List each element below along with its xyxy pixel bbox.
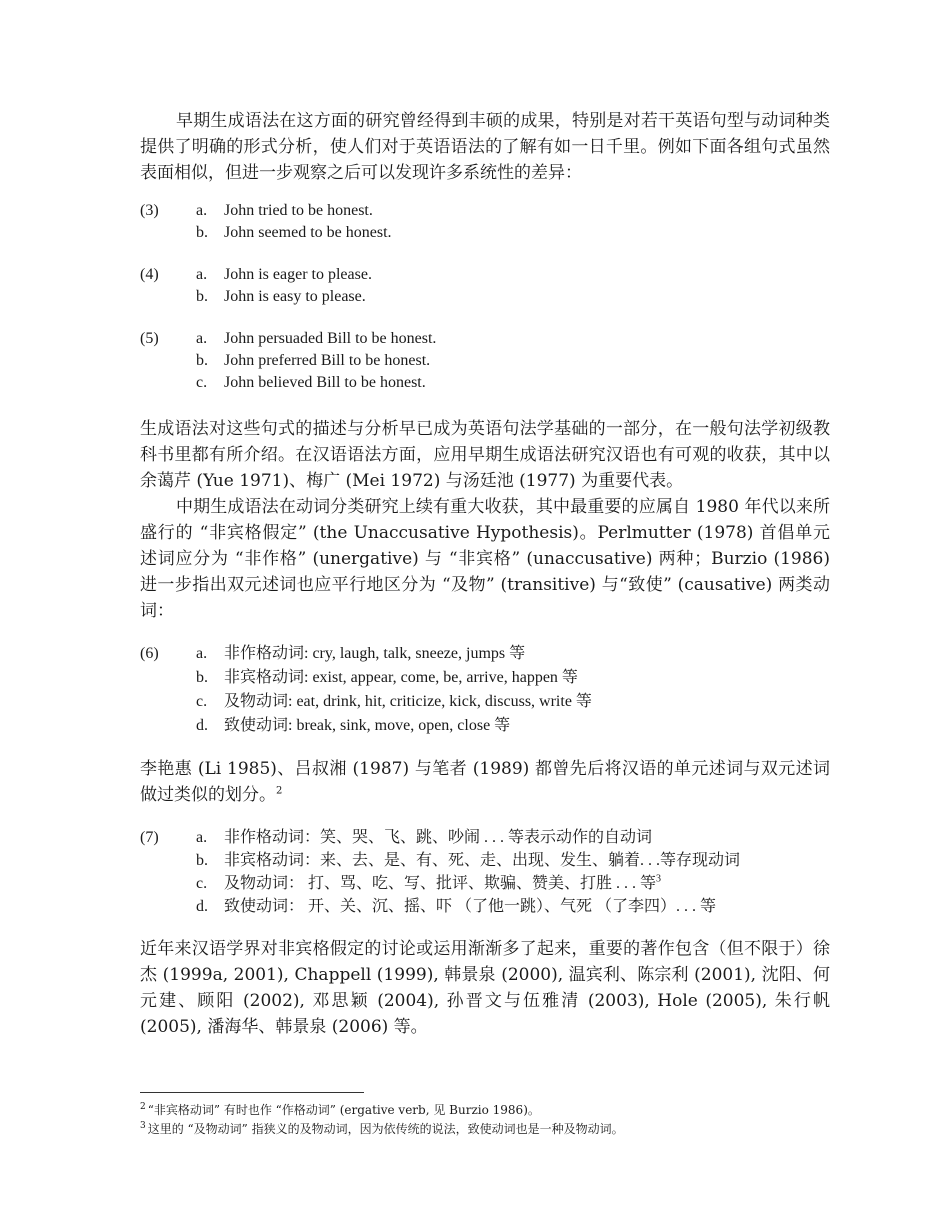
example-letter: b. <box>196 669 208 686</box>
footnote-3 <box>140 1120 840 1139</box>
example-letter: a. <box>196 829 208 846</box>
example-text: 非作格动词：笑、哭、飞、跳、吵闹 . . . 等表示动作的自动词 <box>224 829 653 846</box>
example-7 <box>140 826 830 918</box>
example-item <box>140 200 830 222</box>
example-letter: b. <box>196 224 208 241</box>
example-letter: c. <box>196 693 208 710</box>
example-letter: b. <box>196 852 208 869</box>
paragraph-1: 早期生成语法在这方面的研究曾经得到丰硕的成果，特别是对若干英语句型与动词种类提供了明确的形式分析，使人们对于英语语法的了解有如一日千里。例如下面各组句式虽然表面相似，但进一步观察之后可以发现许多系统性的差异： <box>140 111 830 183</box>
footnote-ref-3[interactable]: 3 <box>656 873 662 885</box>
example-item <box>140 826 830 849</box>
paragraph-2: 生成语法对这些句式的描述与分析早已成为英语句法学基础的一部分，在一般句法学初级教科书里都有所介绍。在汉语语法方面，应用早期生成语法研究汉语也有可观的收获，其中以余蔼芹 (Yue 1971)、梅广 (Mei 1972) 与汤廷池 (1977) 为重要代表。 <box>140 419 830 491</box>
example-letter: c. <box>196 875 208 892</box>
example-item <box>140 642 830 666</box>
document-body <box>140 108 830 1040</box>
example-item <box>140 872 830 895</box>
example-text: John is eager to please. <box>224 266 372 283</box>
example-item <box>140 222 830 244</box>
example-text: John believed Bill to be honest. <box>224 374 426 391</box>
example-text: 致使动词: break, sink, move, open, close 等 <box>224 717 511 734</box>
example-letter: b. <box>196 352 208 369</box>
example-text: John preferred Bill to be honest. <box>224 352 431 369</box>
example-item <box>140 350 830 372</box>
example-item <box>140 849 830 872</box>
footnote-divider <box>140 1092 364 1093</box>
example-letter: d. <box>196 717 208 734</box>
footnote-2 <box>140 1101 840 1120</box>
example-letter: c. <box>196 374 208 391</box>
example-number: (4) <box>140 266 159 283</box>
example-4 <box>140 264 830 308</box>
example-item <box>140 264 830 286</box>
example-item <box>140 372 830 394</box>
example-item <box>140 690 830 714</box>
example-letter: b. <box>196 288 208 305</box>
footnote-ref-2[interactable]: 2 <box>276 785 283 797</box>
example-letter: a. <box>196 266 208 283</box>
example-text: John tried to be honest. <box>224 202 373 219</box>
example-item <box>140 714 830 738</box>
footnote-mark: 2 <box>140 1102 146 1112</box>
example-number: (3) <box>140 202 159 219</box>
example-item <box>140 666 830 690</box>
paragraph-4 <box>140 756 830 808</box>
paragraph-4-text: 李艳惠 (Li 1985)、吕叔湘 (1987) 与笔者 (1989) 都曾先后将汉语的单元述词与双元述词做过类似的划分。 <box>140 759 830 805</box>
paragraph-3: 中期生成语法在动词分类研究上续有重大收获，其中最重要的应属自 1980 年代以来所盛行的 “非宾格假定” (the Unaccusative Hypothesis)。Perlmutter (1978) 首倡单元述词应分为 “非作格” (unergative) 与 “非宾格” (unaccusative) 两种；Burzio (1986) 进一步指出双元述词也应平行地区分为 “及物” (transitive) 与“致使” (causative) 两类动词： <box>140 497 830 621</box>
example-letter: a. <box>196 330 208 347</box>
example-item <box>140 286 830 308</box>
footnotes <box>140 1101 840 1139</box>
example-text: 及物动词: eat, drink, hit, criticize, kick, discuss, write 等 <box>224 693 592 710</box>
example-item <box>140 328 830 350</box>
example-number: (6) <box>140 645 159 662</box>
example-text: John is easy to please. <box>224 288 366 305</box>
example-letter: d. <box>196 898 208 915</box>
paragraph-5: 近年来汉语学界对非宾格假定的讨论或运用渐渐多了起来，重要的著作包含（但不限于）徐杰 (1999a, 2001), Chappell (1999), 韩景泉 (2000), 温宾利、陈宗利 (2001), 沈阳、何元建、顾阳 (2002), 邓思颖 (2004), 孙晋文与伍雅清 (2003), Hole (2005), 朱行帆 (2005), 潘海华、韩景泉 (2006) 等。 <box>140 939 830 1037</box>
example-3 <box>140 200 830 244</box>
example-text: John persuaded Bill to be honest. <box>224 330 437 347</box>
example-text: 致使动词： 开、关、沉、摇、吓 （了他一跳）、气死 （了李四）. . . 等 <box>224 898 717 915</box>
example-5 <box>140 328 830 394</box>
footnote-text: 这里的 “及物动词” 指狭义的及物动词，因为依传统的说法，致使动词也是一种及物动词。 <box>147 1122 624 1136</box>
example-letter: a. <box>196 645 208 662</box>
example-number: (7) <box>140 829 159 846</box>
example-text: 非宾格动词: exist, appear, come, be, arrive, happen 等 <box>224 669 578 686</box>
example-6 <box>140 642 830 738</box>
footnote-mark: 3 <box>140 1121 146 1131</box>
example-text: 非作格动词: cry, laugh, talk, sneeze, jumps 等 <box>224 645 526 662</box>
example-number: (5) <box>140 330 159 347</box>
example-text: 及物动词： 打、骂、吃、写、批评、欺骗、赞美、打胜 . . . 等 <box>224 875 657 892</box>
example-text: 非宾格动词：来、去、是、有、死、走、出现、发生、躺着. . .等存现动词 <box>224 852 741 869</box>
example-item <box>140 895 830 918</box>
example-letter: a. <box>196 202 208 219</box>
footnote-text: “非宾格动词” 有时也作 “作格动词” (ergative verb, 见 Burzio 1986)。 <box>147 1103 540 1117</box>
example-text: John seemed to be honest. <box>224 224 392 241</box>
